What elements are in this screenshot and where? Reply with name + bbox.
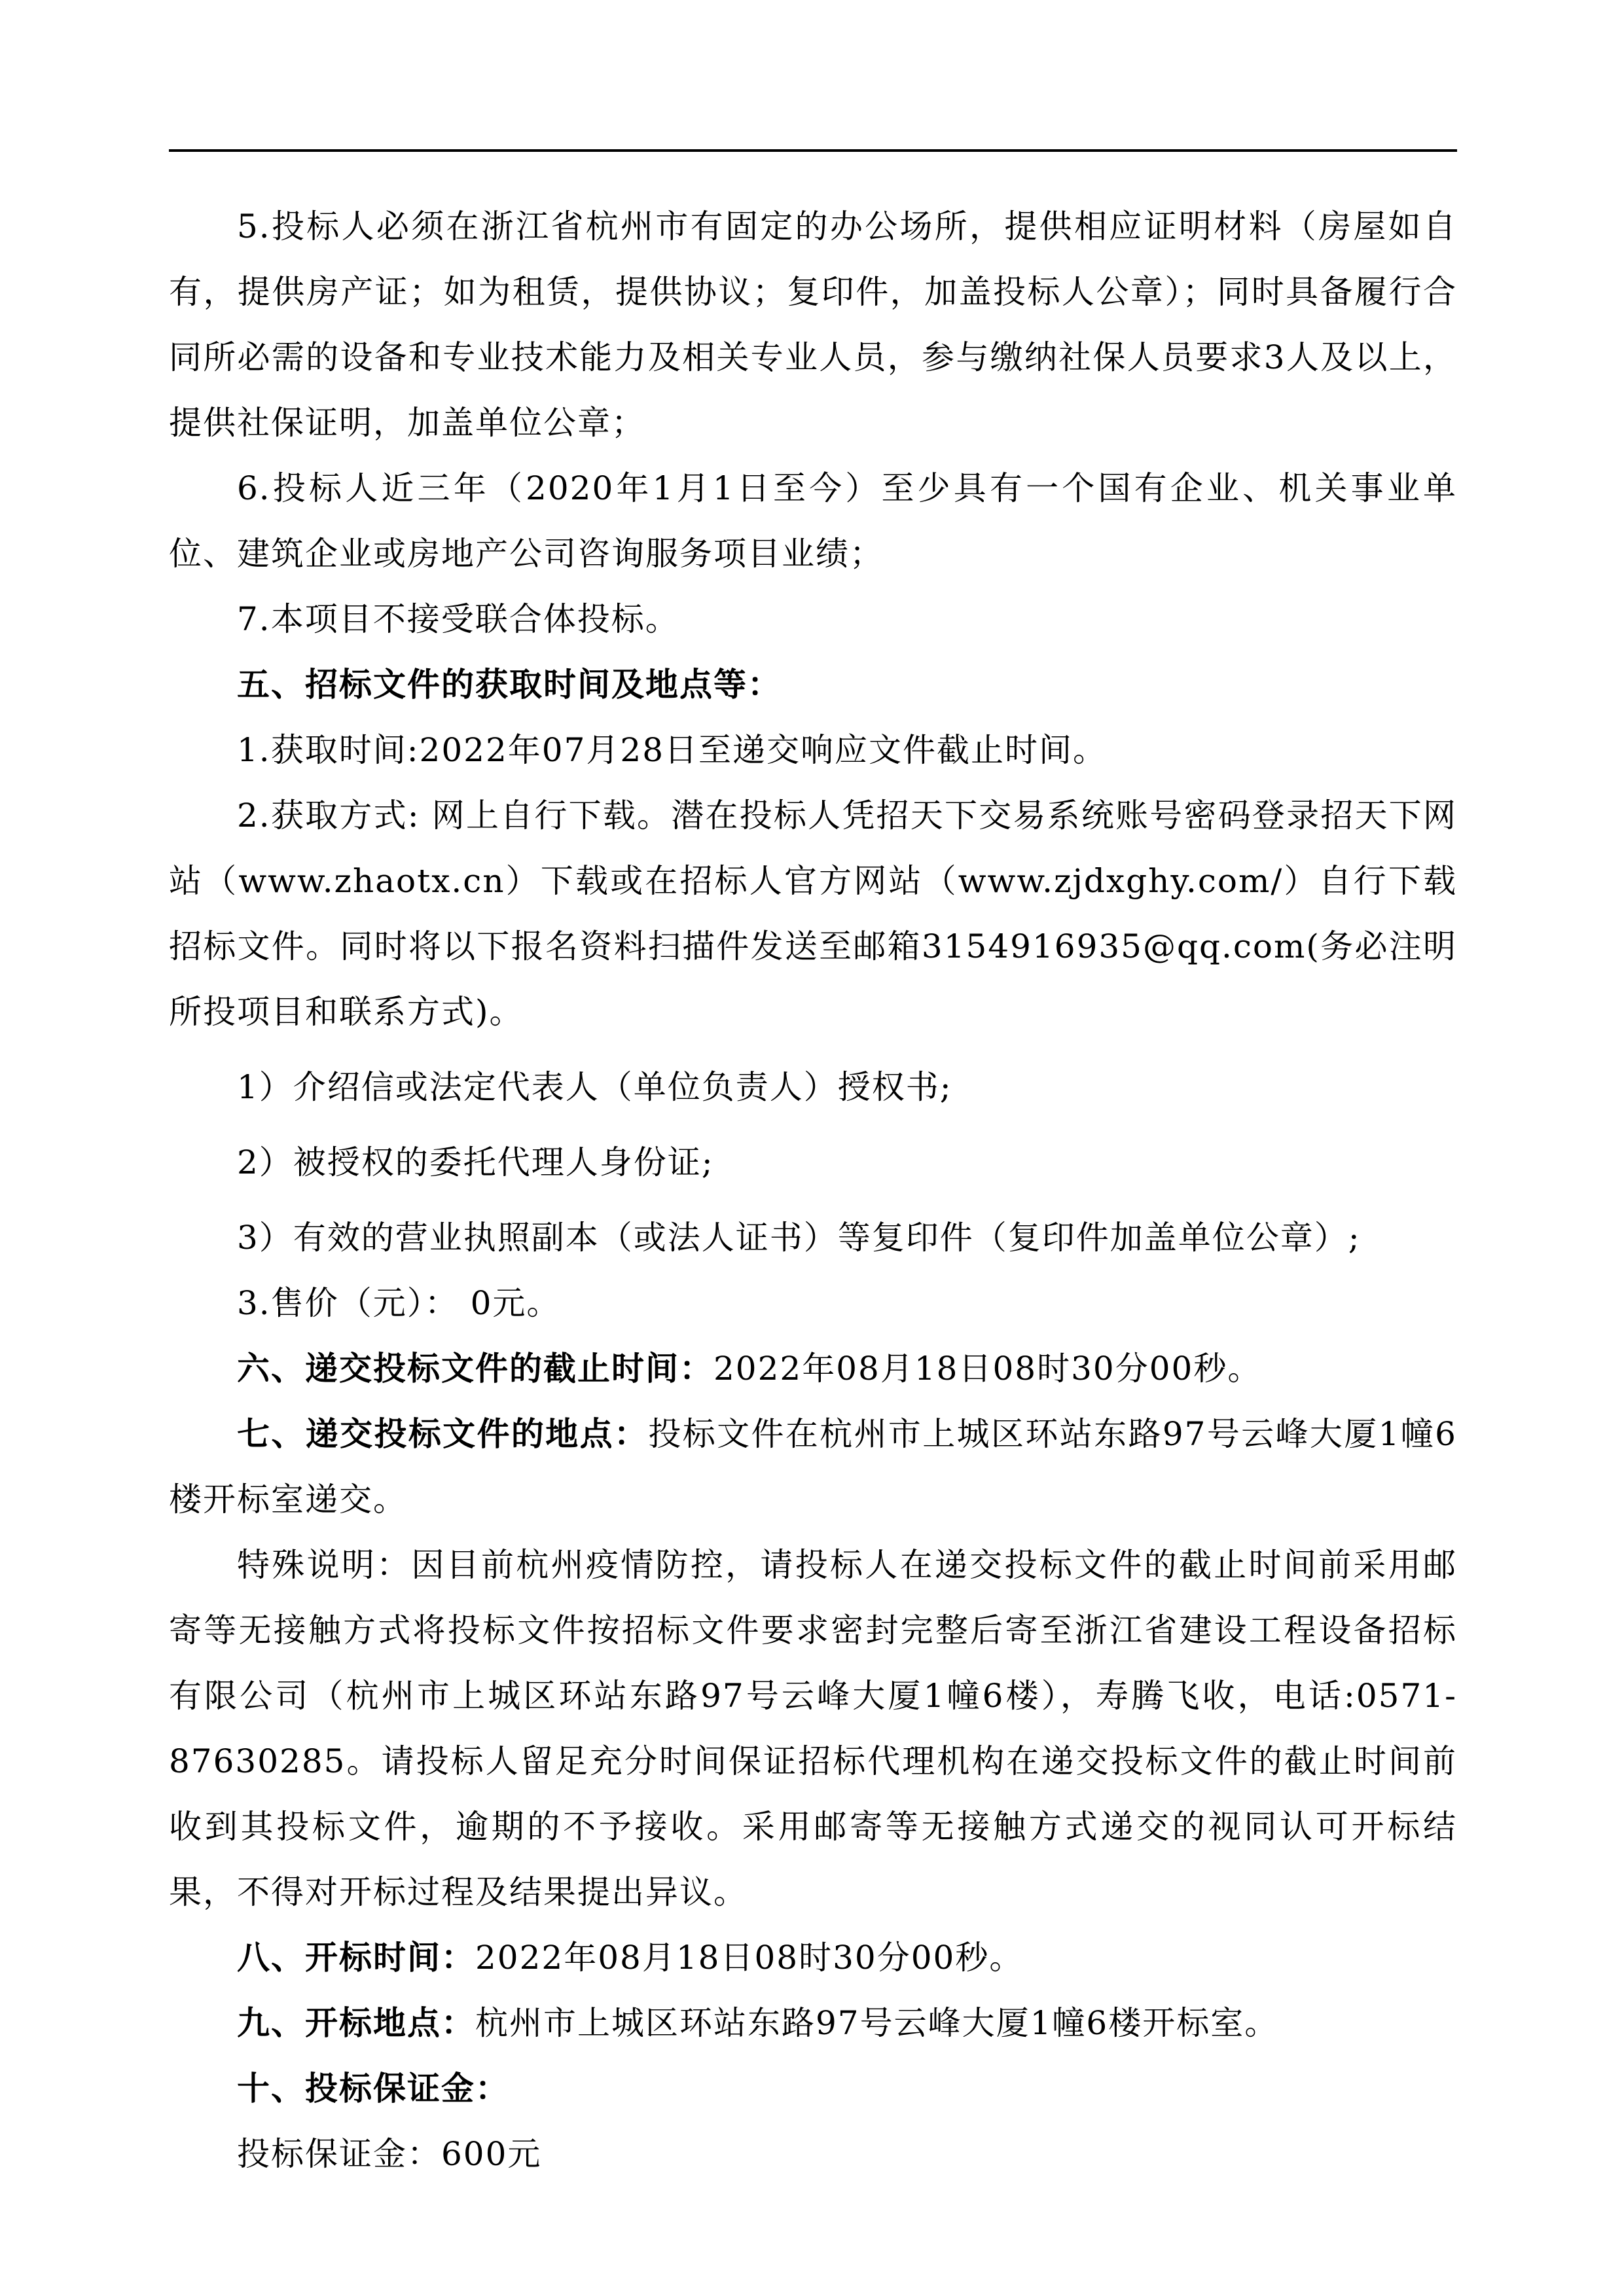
header-rule	[169, 149, 1457, 152]
document-body	[169, 194, 1457, 2187]
section-heading-text: 七、递交投标文件的地点：	[237, 1414, 649, 1453]
section-heading-text: 八、开标时间：	[237, 1938, 475, 1977]
section-opening-time	[169, 1925, 1457, 1990]
paragraph-text: 2022年08月18日08时30分00秒。	[713, 1350, 1262, 1388]
paragraph-text: 7.本项目不接受联合体投标。	[237, 600, 679, 638]
paragraph-text: 1）介绍信或法定代表人（单位负责人）授权书;	[237, 1068, 952, 1106]
list-item-id-card	[169, 1130, 1457, 1195]
paragraph-item-6	[169, 456, 1457, 586]
paragraph-item-5	[169, 194, 1457, 456]
paragraph-acquire-time	[169, 717, 1457, 783]
paragraph-text: 2）被授权的委托代理人身份证;	[237, 1143, 714, 1181]
paragraph-text: 投标文件在杭州市上城区环站东路97号云峰大厦1幢6楼开标室递交。	[169, 1415, 1457, 1518]
paragraph-text: 杭州市上城区环站东路97号云峰大厦1幢6楼开标室。	[475, 2004, 1279, 2042]
paragraph-text: 5.投标人必须在浙江省杭州市有固定的办公场所，提供相应证明材料（房屋如自有，提供房产证；如为租赁，提供协议；复印件，加盖投标人公章）；同时具备履行合同所必需的设备和专业技术能力及相关专业人员，参与缴纳社保人员要求3人及以上，提供社保证明，加盖单位公章；	[169, 207, 1457, 442]
paragraph-item-7	[169, 586, 1457, 652]
list-item-authorization	[169, 1054, 1457, 1120]
section-bid-bond	[169, 2056, 1457, 2121]
section-heading-text: 六、递交投标文件的截止时间：	[237, 1349, 713, 1388]
section-heading-5	[169, 652, 1457, 717]
paragraph-acquire-method	[169, 783, 1457, 1045]
section-opening-location	[169, 1990, 1457, 2056]
paragraph-text: 1.获取时间:2022年07月28日至递交响应文件截止时间。	[237, 731, 1108, 769]
paragraph-text: 2022年08月18日08时30分00秒。	[475, 1939, 1024, 1977]
section-submit-location	[169, 1401, 1457, 1532]
paragraph-special-note	[169, 1532, 1457, 1925]
paragraph-text: 特殊说明：因目前杭州疫情防控，请投标人在递交投标文件的截止时间前采用邮寄等无接触方式将投标文件按招标文件要求密封完整后寄至浙江省建设工程设备招标有限公司（杭州市上城区环站东路97号云峰大厦1幢6楼），寿腾飞收，电话:0571-87630285。请投标人留足充分时间保证招标代理机构在递交投标文件的截止时间前收到其投标文件，逾期的不予接收。采用邮寄等无接触方式递交的视同认可开标结果，不得对开标过程及结果提出异议。	[169, 1546, 1457, 1911]
section-deadline	[169, 1336, 1457, 1401]
section-heading-text: 九、开标地点：	[237, 2003, 475, 2042]
paragraph-text: 3.售价（元）： 0元。	[237, 1284, 561, 1322]
paragraph-text: 3）有效的营业执照副本（或法人证书）等复印件（复印件加盖单位公章）;	[237, 1219, 1361, 1257]
section-heading-text: 十、投标保证金：	[237, 2069, 509, 2108]
paragraph-text: 2.获取方式: 网上自行下载。潜在投标人凭招天下交易系统账号密码登录招天下网站（www.zhaotx.cn）下载或在招标人官方网站（www.zjdxghy.com/）自行下载招标文件。同时将以下报名资料扫描件发送至邮箱3154916935@qq.com(务必注明所投项目和联系方式)。	[169, 797, 1457, 1031]
section-heading-text: 五、招标文件的获取时间及地点等：	[237, 665, 782, 704]
paragraph-price	[169, 1270, 1457, 1336]
paragraph-text: 6.投标人近三年（2020年1月1日至今）至少具有一个国有企业、机关事业单位、建筑企业或房地产公司咨询服务项目业绩；	[169, 469, 1457, 573]
list-item-business-license	[169, 1205, 1457, 1270]
paragraph-text: 投标保证金：600元	[237, 2135, 542, 2173]
paragraph-bid-bond-amount	[169, 2121, 1457, 2187]
